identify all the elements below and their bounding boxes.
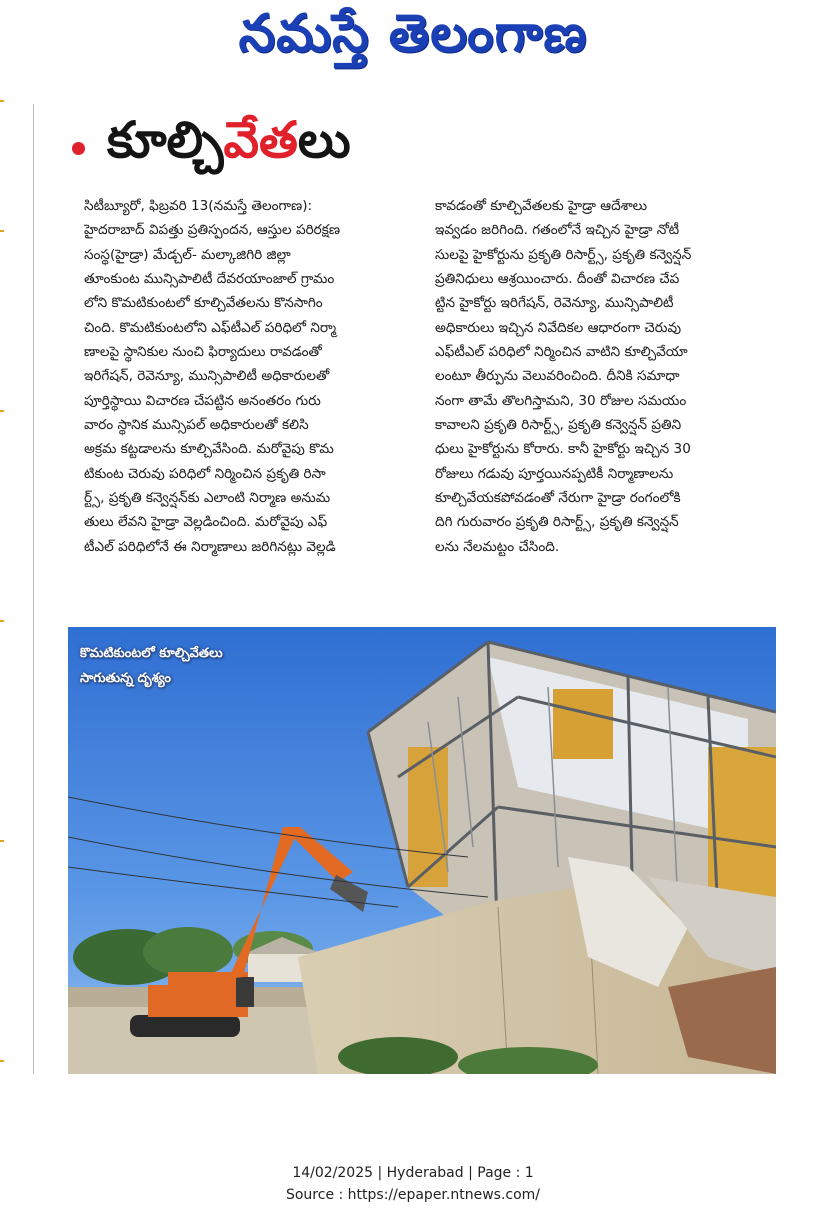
article-text-line: ప్రతినిధులు ఆశ్రయించారు. దీంతో విచారణ చేప [435,271,680,288]
article-text-line: కావడంతో కూల్చివేతలకు హైడ్రా ఆదేశాలు [435,198,648,214]
photo-caption [80,641,223,691]
article-column-left [84,194,412,559]
article-text-line: సిటీబ్యూరో, ఫిబ్రవరి 13(నమస్తే తెలంగాణ): [84,198,313,214]
headline-part-2: వేత [223,110,298,169]
photo-illustration [68,627,776,1074]
article-text-line: రోజులు గడువు పూర్తయినప్పటికీ నిర్మాణాలను [435,465,674,482]
article-text-line: వారం స్థానిక మున్సిపల్ అధికారులతో కలిసి [84,417,309,434]
page-footer [0,1162,826,1206]
article-column-right [435,194,763,559]
column-rule [33,104,34,1074]
article-text-line: టీఎల్ పరిధిలోనే ఈ నిర్మాణాలు జరిగినట్లు వెల్లడి [84,538,336,555]
article-text-line: ధులు హైకోర్టును కోరారు. కానీ హైకోర్టు ఇచ్చిన 30 [435,441,691,458]
article-text-line: దిగి గురువారం ప్రకృతి రిసార్ట్స్, ప్రకృతి కన్వెన్షన్ [435,514,679,531]
article-text-line: లోని కొమటికుంటలో కూల్చివేతలను కొనసాగిం [84,295,323,312]
article-text-line: టికుంట చెరువు పరిధిలో నిర్మించిన ప్రకృతి రిసా [84,465,326,482]
headline-part-3: లు [297,110,351,169]
article-text-line: అక్రమ కట్టడాలను కూల్చివేసింది. మరోవైపు కొమ [84,441,334,458]
article-text-line: లంటూ తీర్పును వెలువరించింది. దీనికి సమాధా [435,368,680,385]
article-text-line: హైదరాబాద్ విపత్తు ప్రతిస్పందన, ఆస్తుల పరిరక్షణ [84,222,341,239]
article-text-line: తులు లేవని హైడ్రా వెల్లడించింది. మరోవైపు ఎఫ్ [84,514,328,531]
article-text-line: ణాలపై స్థానికుల నుంచి ఫిర్యాదులు రావడంతో [84,344,322,361]
headline-part-1: కూల్చి [107,110,224,169]
article-text-line: ట్టిన హైకోర్టు ఇరిగేషన్, రెవెన్యూ, మున్సిపాలిటీ [435,295,674,312]
footer-date-line: 14/02/2025 | Hyderabad | Page : 1 [292,1165,534,1181]
article-text-line: కూల్చివేయకపోవడంతో నేరుగా హైడ్రా రంగంలోకి [435,490,681,507]
article-text-line: నంగా తామే తొలగిస్తామని, 30 రోజుల సమయం [435,392,687,409]
article-text-line: సులపై హైకోర్టును ప్రకృతి రిసార్ట్స్, ప్రకృతి కన్వెన్షన్ [435,246,692,263]
article-text-line: పూర్తిస్థాయి విచారణ చేపట్టిన అనంతరం గురు [84,392,321,409]
article-text-line: ఇవ్వడం జరిగింది. గతంలోనే ఇచ్చిన హైడ్రా నోటీ [435,222,680,239]
article-headline [72,106,351,186]
article-text-line: ఇరిగేషన్, రెవెన్యూ, మున్సిపాలిటీ అధికారులతో [84,368,330,385]
margin-marks [0,100,6,1080]
photo-caption-line-2: సాగుతున్న దృశ్యం [80,671,171,686]
footer-source-line: Source : https://epaper.ntnews.com/ [285,1187,541,1203]
article-text-line: ర్ట్స్, ప్రకృతి కన్వెన్షన్‌కు ఎలాంటి నిర్మాణ అనుమ [84,490,331,507]
article-text-line: కావాలని ప్రకృతి రిసార్ట్స్, ప్రకృతి కన్వెన్షన్ ప్రతిని [435,417,682,434]
photo-caption-line-1: కొమటికుంటలో కూల్చివేతలు [80,646,223,661]
article-text-line: చింది. కొమటికుంటలోని ఎఫ్‌టీఎల్ పరిధిలో నిర్మా [84,319,337,336]
demolition-photo [68,627,776,1074]
bullet-icon [72,142,85,155]
article-text-line: అధికారులు ఇచ్చిన నివేదికల ఆధారంగా చెరువు [435,319,682,336]
article-text-line: సంస్థ(హైడ్రా) మేడ్చల్- మల్కాజిగిరి జిల్లా [84,246,291,263]
article-text-line: లను నేలమట్టం చేసింది. [435,538,560,555]
article-text-line: తూంకుంట మున్సిపాలిటీ దేవరయాంజాల్ గ్రామం [84,271,335,288]
article-text-line: ఎఫ్‌టీఎల్ పరిధిలో నిర్మించిన వాటిని కూల్చివేయా [435,344,688,361]
newspaper-title: నమస్తే తెలంగాణ [238,3,588,64]
masthead [0,0,826,80]
